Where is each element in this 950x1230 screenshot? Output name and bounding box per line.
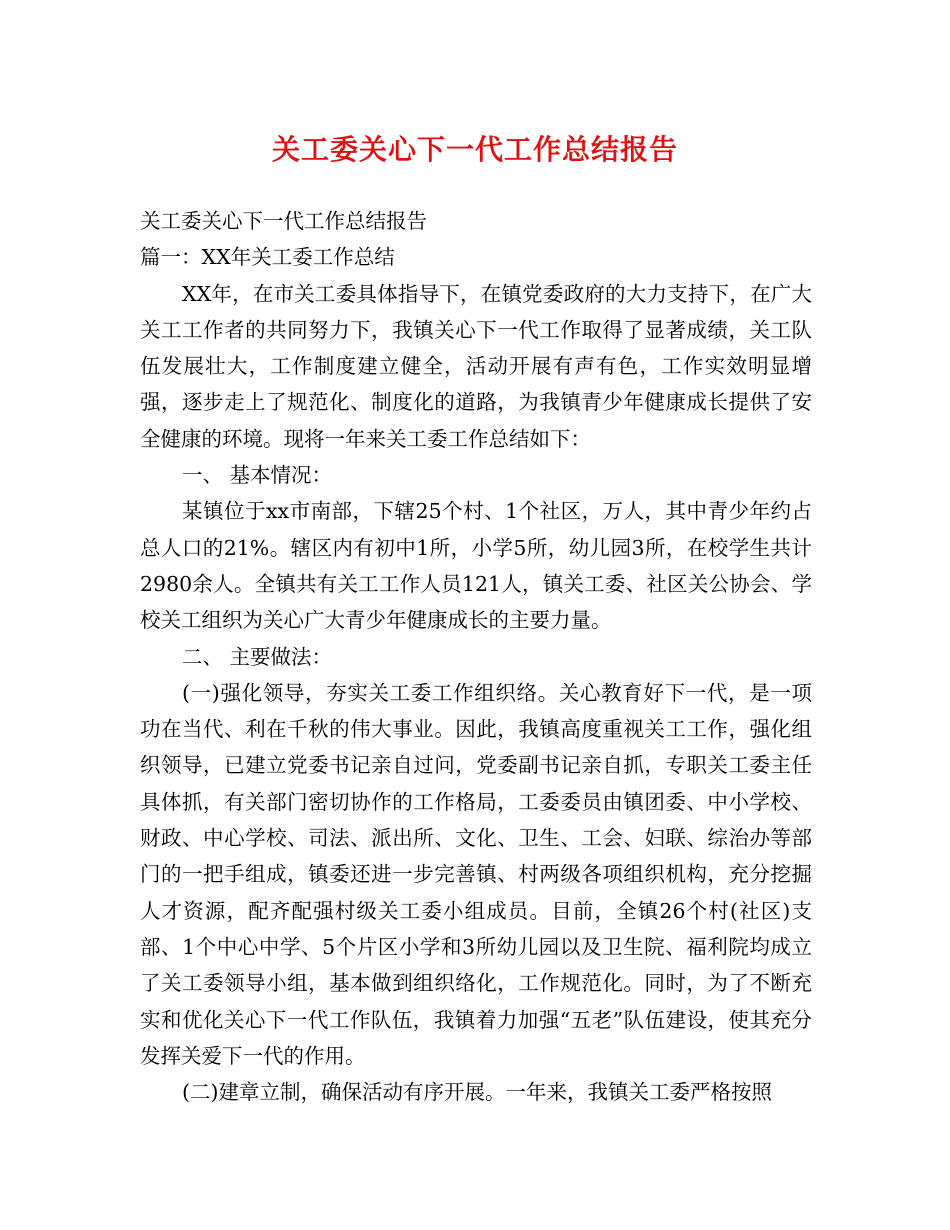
section-heading: 二、 主要做法： — [182, 644, 333, 669]
paragraph: (一)强化领导，夯实关工委工作组织络。关心教育好下一代，是一项功在当代、利在千秋的伟大事业。因此，我镇高度重视关工工作，强化组织领导，已建立党委书记亲自过问，党委副书记亲自抓，专职关工委主任具体抓，有关部门密切协作的工作格局，工委委员由镇团委、中小学校、财政、中心学校、司法、派出所、文化、卫生、工会、妇联、综治办等部门的一把手组成，镇委还进一步完善镇、村两级各项组织机构，充分挖掘人才资源，配齐配强村级关工委小组成员。目前，全镇26个村(社区)支部、1个中心中学、5个片区小学和3所幼儿园以及卫生院、福利院均成立了关工委领导小组，基本做到组织络化，工作规范化。同时，为了不断充实和优化关心下一代工作队伍，我镇着力加强“五老”队伍建设，使其充分发挥关爱下一代的作用。 — [140, 680, 812, 1068]
section-heading: 一、 基本情况： — [182, 463, 333, 488]
paragraph: 某镇位于xx市南部，下辖25个村、1个社区，万人，其中青少年约占总人口的21%。辖区内有初中1所，小学5所，幼儿园3所，在校学生共计2980余人。全镇共有关工工作人员121人，镇关工委、社区关公协会、学校关工组织为关心广大青少年健康成长的主要力量。 — [140, 499, 812, 633]
paragraph: 关工委关心下一代工作总结报告 — [140, 209, 427, 233]
paragraph: XX年，在市关工委具体指导下，在镇党委政府的大力支持下，在广大关工工作者的共同努力下，我镇关心下一代工作取得了显著成绩，关工队伍发展壮大，工作制度建立健全，活动开展有声有色，工作实效明显增强，逐步走上了规范化、制度化的道路，为我镇青少年健康成长提供了安全健康的环境。现将一年来关工委工作总结如下： — [140, 281, 812, 451]
document-title: 关工委关心下一代工作总结报告 — [271, 133, 678, 166]
paragraph: 篇一：XX年关工委工作总结 — [140, 245, 395, 270]
document-body — [140, 203, 812, 1110]
paragraph: (二)建章立制，确保活动有序开展。一年来，我镇关工委严格按照 — [182, 1080, 772, 1105]
